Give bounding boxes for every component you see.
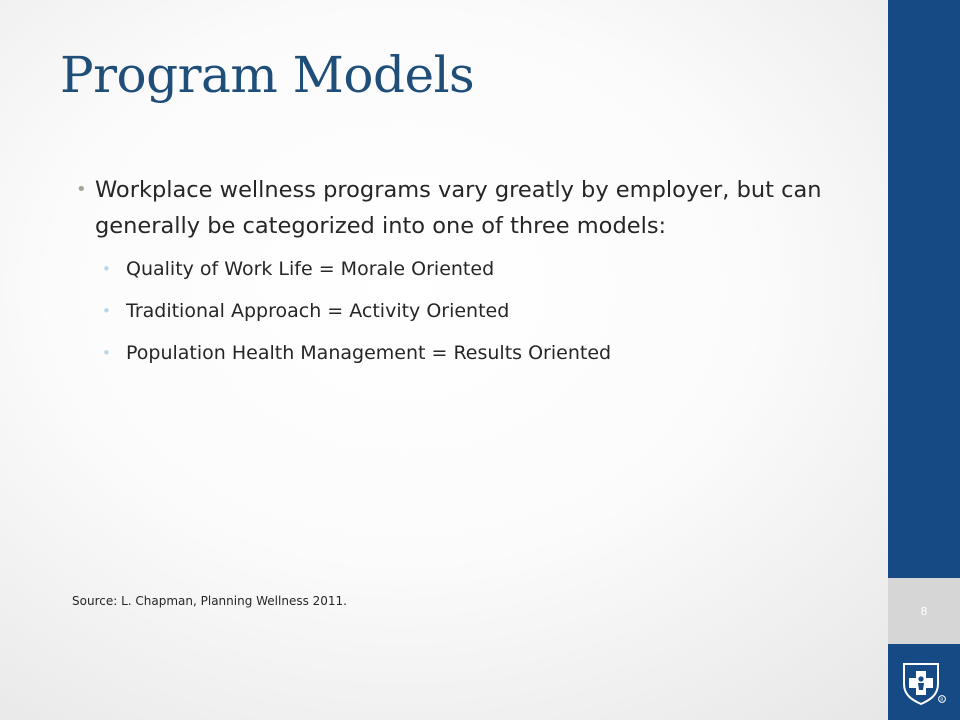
accent-bar-top — [888, 0, 960, 578]
bullet-dot-icon: • — [76, 179, 87, 200]
slide-title: Program Models — [60, 46, 475, 104]
blue-cross-blue-shield-icon — [902, 662, 948, 706]
sub-bullet-text: Population Health Management = Results Oriented — [126, 342, 612, 364]
sub-bullet-dot-icon: • — [102, 302, 111, 320]
svg-text:R: R — [940, 698, 944, 703]
sub-bullet-item — [76, 248, 836, 290]
main-bullet — [76, 172, 836, 244]
sub-bullet-text: Quality of Work Life = Morale Oriented — [126, 258, 495, 280]
bullet-list — [76, 172, 836, 374]
page-number: 8 — [920, 605, 928, 618]
sub-bullet-item — [76, 290, 836, 332]
main-bullet-text: Workplace wellness programs vary greatly by employer, but can generally be categorized into one of three models: — [95, 177, 822, 239]
logo-band — [888, 644, 960, 720]
sub-bullet-text: Traditional Approach = Activity Oriented — [126, 300, 510, 322]
sub-bullet-list — [76, 248, 836, 374]
sub-bullet-dot-icon: • — [102, 260, 111, 278]
sub-bullet-dot-icon: • — [102, 344, 111, 362]
source-citation: Source: L. Chapman, Planning Wellness 2011. — [72, 594, 347, 608]
sub-bullet-item — [76, 332, 836, 374]
right-accent-bar — [888, 0, 960, 720]
